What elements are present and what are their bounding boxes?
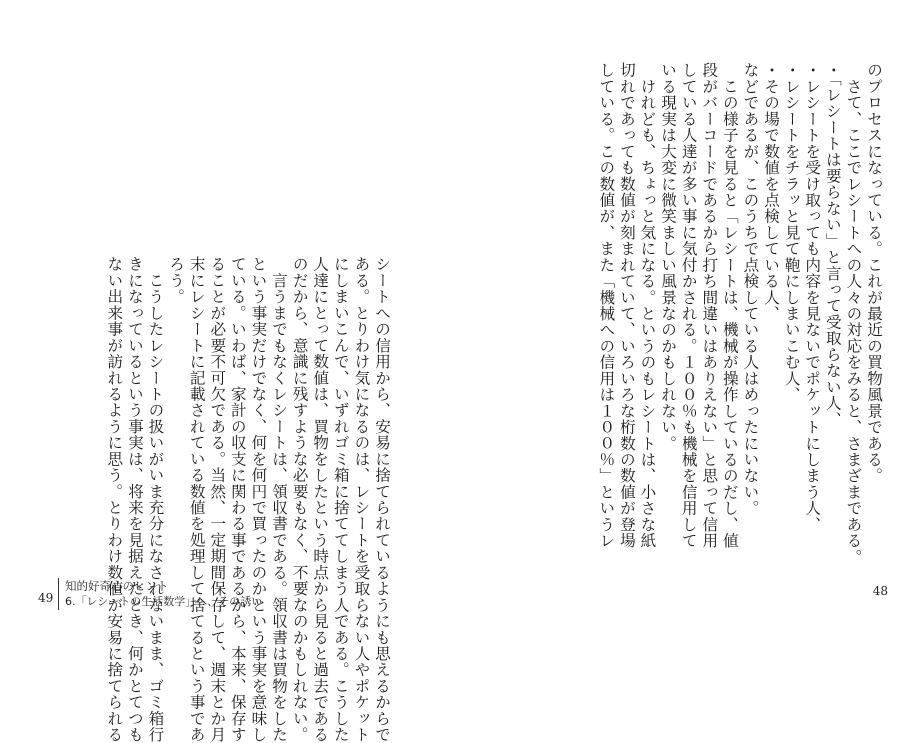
text-column: 末にレシートに記載されている数値を処理して捨てるという事であ (187, 256, 206, 743)
text-column: 段がバーコードであるから打ち間違いはありえない」と思って信用 (700, 62, 719, 549)
text-column: 人達にとって数値は、買物をしたという時点から見ると過去である (311, 256, 330, 743)
text-column: ることが必要不可欠である。当然、一定期間保存して、週末とか月 (208, 256, 227, 743)
text-column: にしまいこんで、いずれゴミ箱に捨ててしまう人である。こうした (331, 256, 350, 743)
running-head-title: 知的好奇心のヒント (65, 579, 169, 593)
running-head (58, 578, 262, 610)
text-column: 言うまでもなくレシートは、領収書である。領収書は買物をした (270, 256, 289, 743)
text-column: さて、ここでレシートへの人々の対応をみると、さまざまである。 (844, 62, 863, 565)
text-column: のプロセスになっている。これが最近の買物風景である。 (865, 62, 883, 484)
page-number: 49 (38, 591, 54, 605)
text-column: ている。いわば、家計の収支に関わる事であるから、本来、保存す (228, 256, 247, 743)
text-column: シートへの信用から、安易に捨てられているようにも思えるからで (373, 256, 391, 743)
text-column: ・レシートを受け取っても内容を見ないでポケットにしまう人、 (803, 62, 822, 533)
page-number: 48 (872, 584, 888, 598)
text-column: この様子を見ると「レシートは、機械が操作しているのだし、値 (720, 62, 739, 549)
text-column: のだから、意識に残すような必要もなく、不要なのかもしれない。 (290, 256, 309, 743)
text-column: ない出来事が訪れるように思う。とりわけ数値が安易に捨てられる (105, 256, 124, 743)
text-column: ・その場で数値を点検している人、 (762, 62, 781, 322)
text-column: 切れであっても数値が刻まれていて、いろいろな桁数の数値が登場 (617, 62, 636, 549)
left-page-body (104, 256, 392, 743)
text-column: している。この数値が、また「機械への信用は１００％」というレ (597, 62, 616, 549)
text-column: している人達が多い事に気付かされる。１００％も機械を信用して (679, 62, 698, 549)
text-column: ・「レシートは要らない」と言って受取らない人、 (823, 62, 842, 428)
text-column: ろう。 (167, 256, 186, 305)
text-column: こうしたレシートの扱いがいま充分になされないまま、ゴミ箱行 (146, 256, 165, 743)
text-column: などであるが、このうちで点検している人はめったにいない。 (741, 62, 760, 517)
text-column: いる現実は大変に微笑ましい風景なのかもしれない。 (659, 62, 678, 452)
right-page-body (596, 62, 884, 565)
text-column: という事実だけでなく、何を何円で買ったのかという事実を意味し (249, 256, 268, 743)
running-head-subtitle: 6.「レシートの生活数学」へ、その誘い (65, 595, 263, 608)
text-column: ある。とりわけ気になるのは、レシートを受取らない人やポケット (352, 256, 371, 743)
right-page (450, 0, 900, 659)
text-column: きになっているという事実は、将来を見据えたとき、何かとてつも (125, 256, 144, 743)
text-column: ・レシートをチラッと見て鞄にしまいこむ人、 (782, 62, 801, 403)
text-column: けれども、ちょっと気になる。というのもレシートは、小さな紙 (638, 62, 657, 549)
